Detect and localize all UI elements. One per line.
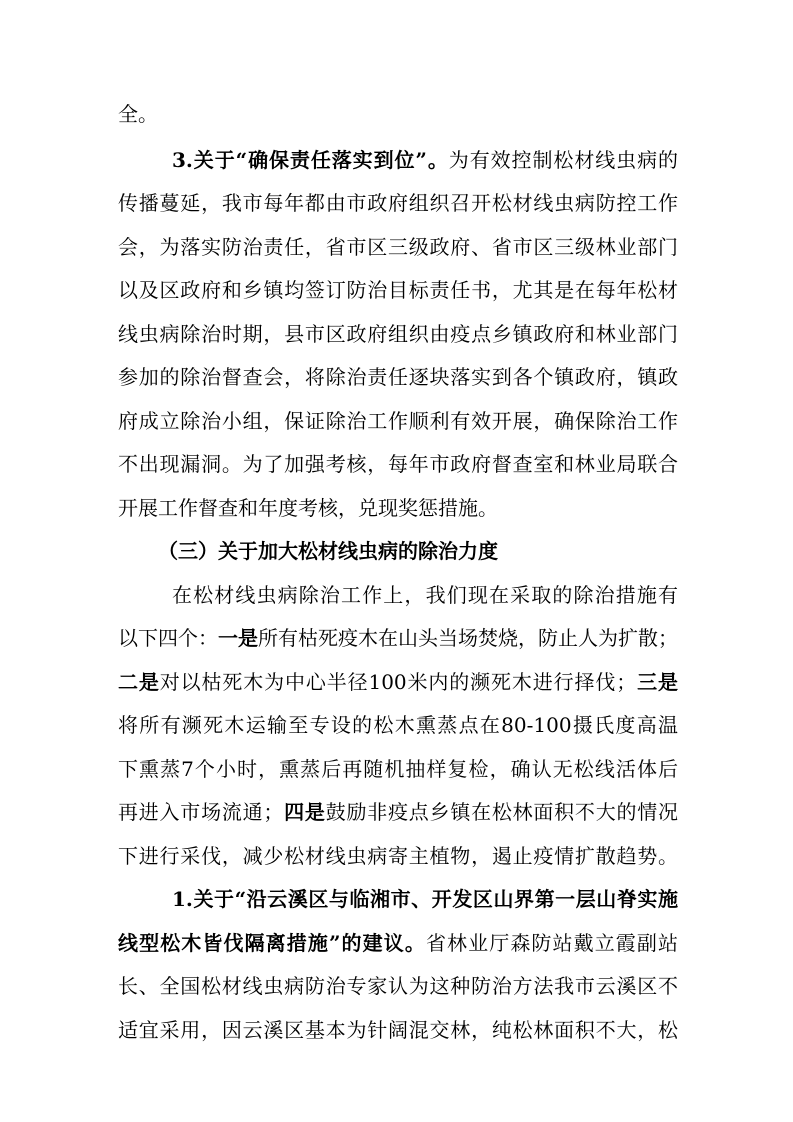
line-text: 在松材线虫病除治工作上，我们现在采取的除治措施有: [172, 583, 678, 607]
emphasis-first: 一是: [218, 626, 258, 650]
line-text: 下进行采伐，减少松材线虫病寄主植物，遏止疫情扩散趋势。: [118, 844, 678, 868]
line-7: [118, 364, 678, 390]
line-text: 传播蔓延，我市每年都由市政府组织召开松材线虫病防控工作: [118, 191, 678, 215]
line-17: [118, 799, 678, 825]
item-1-heading-cont: 线型松木皆伐隔离措施”的建议。: [118, 931, 426, 955]
line-10: [118, 495, 678, 521]
line-3: [118, 190, 678, 216]
line-text: 再进入市场流通；: [118, 800, 284, 824]
line-text: 所有枯死疫木在山头当场焚烧，防止人为扩散；: [258, 626, 678, 650]
line-text: 以及区政府和乡镇均签订防治目标责任书，尤其是在每年松材: [118, 278, 678, 302]
line-text: 全。: [118, 102, 158, 126]
line-18: [118, 843, 678, 869]
line-20: [118, 930, 678, 956]
line-text: 长、全国松材线虫病防治专家认为这种防治方法我市云溪区不: [118, 974, 678, 998]
line-2: [172, 147, 678, 173]
line-16: [118, 756, 678, 782]
line-12: [172, 582, 678, 608]
line-text: 为有效控制松材线虫病的: [448, 148, 679, 172]
line-text: 1.关于“沿云溪区与临湘市、开发区山界第一层山脊实施: [172, 887, 678, 911]
line-text: 参加的除治督查会，将除治责任逐块落实到各个镇政府，镇政: [118, 365, 678, 389]
line-1: [118, 101, 678, 127]
line-text: 线虫病除治时期，县市区政府组织由疫点乡镇政府和林业部门: [118, 322, 678, 346]
line-text: 将所有濒死木运输至专设的松木熏蒸点在80-100摄氏度高温: [118, 713, 678, 737]
line-8: [118, 408, 678, 434]
line-text: 府成立除治小组，保证除治工作顺利有效开展，确保除治工作: [118, 409, 678, 433]
line-9: [118, 451, 678, 477]
line-text: 开展工作督查和年度考核，兑现奖惩措施。: [118, 496, 498, 520]
item-1-heading: [172, 886, 678, 912]
line-text: 不出现漏洞。为了加强考核，每年市政府督查室和林业局联合: [118, 452, 678, 476]
line-21: [118, 973, 678, 999]
item-3-heading: 3.关于“确保责任落实到位”。: [172, 148, 449, 172]
emphasis-third: 三是: [636, 670, 678, 694]
line-14: [118, 669, 678, 695]
line-4: [118, 234, 678, 260]
line-text: 鼓励非疫点乡镇在松林面积不大的情况: [325, 800, 679, 824]
emphasis-second: 二是: [118, 670, 160, 694]
line-22: [118, 1017, 678, 1043]
line-5: [118, 277, 678, 303]
line-15: [118, 712, 678, 738]
line-text: 下熏蒸7个小时，熏蒸后再随机抽样复检，确认无松线活体后: [118, 757, 678, 781]
line-6: [118, 321, 678, 347]
line-text: 省林业厅森防站戴立霞副站: [425, 931, 678, 955]
line-text: 对以枯死木为中心半径100米内的濒死木进行择伐；: [159, 670, 637, 694]
section-title: （三）关于加大松材线虫病的除治力度: [158, 539, 498, 563]
line-text: 适宜采用，因云溪区基本为针阔混交林，纯松林面积不大，松: [118, 1018, 678, 1042]
line-13: [118, 625, 678, 651]
line-text: 会，为落实防治责任，省市区三级政府、省市区三级林业部门: [118, 235, 678, 259]
section-heading: [158, 538, 678, 564]
emphasis-fourth: 四是: [283, 800, 326, 824]
line-text: 以下四个：: [118, 626, 218, 650]
